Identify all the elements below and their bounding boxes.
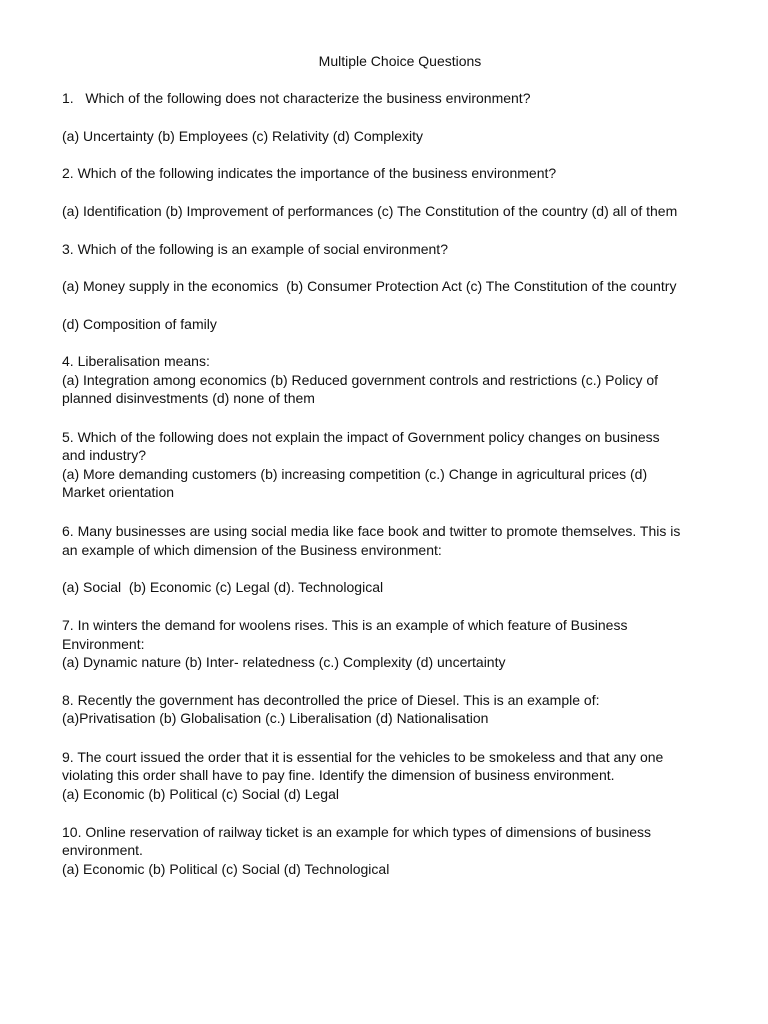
- question-4-options: (a) Integration among economics (b) Reduced government controls and restrictions (c.) Policy of: [62, 372, 659, 388]
- question-5-text-cont: and industry?: [62, 447, 147, 463]
- question-4-options-cont: planned disinvestments (d) none of them: [62, 390, 315, 406]
- question-9-options: (a) Economic (b) Political (c) Social (d) Legal: [62, 786, 339, 802]
- question-7-text-cont: Environment:: [62, 636, 145, 652]
- question-5-options: (a) More demanding customers (b) increasing competition (c.) Change in agricultural prices (d): [62, 466, 648, 482]
- question-4-text: 4. Liberalisation means:: [62, 353, 210, 369]
- question-7-text: 7. In winters the demand for woolens rises. This is an example of which feature of Business: [62, 617, 628, 633]
- question-9-text: 9. The court issued the order that it is essential for the vehicles to be smokeless and that any one: [62, 749, 664, 765]
- question-5-options-cont: Market orientation: [62, 484, 175, 500]
- question-9-text-cont: violating this order shall have to pay fine. Identify the dimension of business environment.: [62, 767, 615, 783]
- page-title: Multiple Choice Questions: [318, 53, 482, 69]
- question-7-options: (a) Dynamic nature (b) Inter- relatedness (c.) Complexity (d) uncertainty: [62, 654, 506, 670]
- question-10-text: 10. Online reservation of railway ticket is an example for which types of dimensions of business: [62, 824, 652, 840]
- question-3-options: (a) Money supply in the economics (b) Consumer Protection Act (c) The Constitution of the country: [62, 278, 677, 294]
- question-1-text: 1. Which of the following does not characterize the business environment?: [62, 90, 531, 106]
- question-2-text: 2. Which of the following indicates the importance of the business environment?: [62, 165, 557, 181]
- question-1-options: (a) Uncertainty (b) Employees (c) Relativity (d) Complexity: [62, 128, 423, 144]
- question-6-options: (a) Social (b) Economic (c) Legal (d). Technological: [62, 579, 384, 595]
- question-10-text-cont: environment.: [62, 842, 143, 858]
- question-3-option-d: (d) Composition of family: [62, 316, 217, 332]
- question-6-text: 6. Many businesses are using social media like face book and twitter to promote themselves. This is: [62, 523, 681, 539]
- question-10-options: (a) Economic (b) Political (c) Social (d) Technological: [62, 861, 390, 877]
- question-5-text: 5. Which of the following does not explain the impact of Government policy changes on business: [62, 429, 660, 445]
- question-8-options: (a)Privatisation (b) Globalisation (c.) Liberalisation (d) Nationalisation: [62, 710, 489, 726]
- question-3-text: 3. Which of the following is an example of social environment?: [62, 241, 448, 257]
- question-2-options: (a) Identification (b) Improvement of performances (c) The Constitution of the country (d) all of them: [62, 203, 678, 219]
- question-6-text-cont: an example of which dimension of the Business environment:: [62, 542, 442, 558]
- question-8-text: 8. Recently the government has decontrolled the price of Diesel. This is an example of:: [62, 692, 600, 708]
